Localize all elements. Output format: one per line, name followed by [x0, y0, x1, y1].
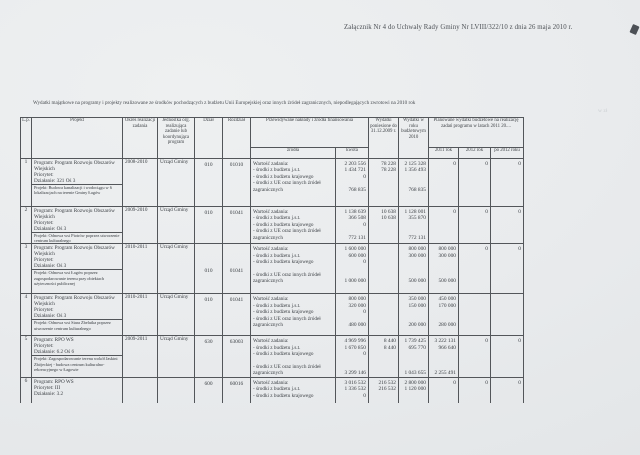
row-number: 1	[21, 159, 32, 207]
po2012-cell	[491, 377, 524, 403]
poniesione-lines: 78 228 78 228	[381, 161, 396, 174]
dzial-value: 600	[204, 380, 213, 387]
rok2011-cell	[429, 159, 459, 207]
poniesione-lines: 216 532 216 532	[378, 379, 396, 393]
program-lines: Program: Program Rozwoju Obszarów Wiejskich Priorytet: Działanie: Oś 3	[34, 295, 115, 320]
rok2010-lines: 1 739 425 695 770 1 043 655	[404, 338, 426, 377]
rok2011-cell	[429, 336, 459, 377]
projekt-description: Projekt: Odnowa wsi Stara Zbelutka poprzez utworzenie centrum kulturalnego	[32, 319, 122, 330]
po2012-lines: 0	[518, 209, 521, 215]
poniesione-cell	[369, 377, 399, 403]
jednostka-value: Urząd Gminy	[160, 207, 189, 213]
rok2012-cell	[459, 294, 491, 336]
okres-value: 2009-2011	[125, 336, 148, 343]
jednostka-cell	[158, 244, 195, 294]
po2012-lines: 0	[518, 246, 521, 253]
rozdzial-value: 01041	[229, 297, 244, 304]
ink-mark	[629, 24, 639, 35]
table-row	[21, 207, 524, 244]
jednostka-value: Urząd Gminy	[160, 244, 189, 251]
table-row	[21, 159, 524, 207]
jednostka-value	[158, 378, 194, 381]
table-row	[21, 244, 524, 294]
okres-value: 2009-2010	[125, 207, 148, 213]
zrodla-cell	[251, 294, 336, 336]
rozdzial-cell	[223, 336, 251, 377]
rozdzial-cell	[223, 207, 251, 244]
zrodla-cell	[251, 244, 336, 294]
rok2011-lines: 0	[453, 161, 456, 167]
jednostka-cell	[158, 207, 195, 244]
rok2011-cell	[429, 207, 459, 244]
po2012-cell	[491, 336, 524, 377]
rozdzial-value: 63003	[229, 339, 244, 346]
attachment-note: Załącznik Nr 4 do Uchwały Rady Gminy Nr LVIII/322/10 z dnia 26 maja 2010 r.	[344, 24, 573, 31]
rozdzial-value: 60016	[229, 380, 244, 387]
kwota-cell	[336, 159, 369, 207]
rok2012-cell	[459, 207, 491, 244]
rok2010-lines: 350 000 150 000 200 000	[408, 296, 426, 328]
rok2011-lines: 800 000 300 000 500 000	[438, 246, 456, 285]
rok2012-lines: 0	[485, 246, 488, 253]
rok2012-cell	[459, 377, 491, 403]
okres-cell	[123, 377, 158, 403]
po2012-cell	[491, 244, 524, 294]
po2012-lines: 0	[518, 379, 521, 386]
header-budzetowy: Wydatki w roku budżetowym 2010	[399, 118, 429, 159]
rok2012-cell	[459, 159, 491, 207]
rok2012-cell	[459, 244, 491, 294]
jednostka-value: Urząd Gminy	[160, 159, 189, 165]
zrodla-lines: Wartość zadania: - środki z budżetu j.s.t. - środki z budżetu krajowego - środki z UE oraz innych źródeł zagranicznych	[253, 246, 321, 285]
rok2010-cell	[399, 244, 429, 294]
zrodla-lines: Wartość zadania: - środki z budżetu j.s.t. - środki z budżetu krajowego	[253, 379, 314, 399]
dzial-value: 010	[204, 210, 213, 216]
po2012-lines: 0	[518, 338, 521, 345]
rok2012-lines	[459, 294, 490, 296]
row-number: 4	[21, 294, 32, 336]
rok2010-lines: 2 800 000 1 120 000	[404, 379, 426, 393]
zrodla-cell	[251, 159, 336, 207]
table-header	[21, 118, 524, 159]
zrodla-lines: Wartość zadania: - środki z budżetu j.s.t. - środki z budżetu krajowego - środki z UE oraz innych źródeł zagranicznych	[253, 338, 321, 377]
rozdzial-value: 01041	[229, 210, 244, 216]
expenditure-table	[20, 117, 524, 403]
poniesione-lines	[369, 244, 398, 246]
table-row	[21, 294, 524, 336]
header-jednostka: Jednostka org. realizująca zadanie lub koordynująca program	[158, 118, 195, 159]
rok2011-cell	[429, 244, 459, 294]
dzial-cell	[195, 207, 223, 244]
rozdzial-cell	[223, 244, 251, 294]
kwota-lines: 1 600 000 600 000 0 1 000 000	[344, 246, 366, 285]
header-po2012: po 2012 roku	[491, 148, 524, 159]
zrodla-lines: Wartość zadania: - środki z budżetu j.s.t. - środki z budżetu krajowego - środki z UE oraz innych źródeł zagranicznych	[253, 209, 321, 241]
po2012-cell	[491, 159, 524, 207]
okres-cell	[123, 244, 158, 294]
table-row	[21, 377, 524, 403]
row-number: 3	[21, 244, 32, 294]
zrodla-cell	[251, 336, 336, 377]
okres-cell	[123, 159, 158, 207]
dzial-value: 010	[204, 162, 213, 168]
document-title: Wydatki majątkowe na programy i projekty realizowane ze środków pochodzących z budżetu Unii Europejskiej oraz innych źródeł zagranicznych, niepodlegających zwrotowi na 2010 rok	[33, 100, 416, 106]
okres-value: 2010-2011	[125, 244, 148, 251]
rok2012-lines: 0	[485, 161, 488, 167]
header-rok2012: 2012 rok	[459, 148, 491, 159]
rozdzial-cell	[223, 159, 251, 207]
okres-cell	[123, 336, 158, 377]
rok2011-lines: 0	[453, 209, 456, 215]
rozdzial-cell	[223, 294, 251, 336]
projekt-cell	[32, 294, 123, 336]
kwota-lines: 4 969 996 1 670 850 0 3 299 146	[344, 338, 366, 377]
rozdzial-cell	[223, 377, 251, 403]
currency-note: w zł	[598, 108, 608, 114]
jednostka-value: Urząd Gminy	[160, 336, 189, 343]
dzial-cell	[195, 294, 223, 336]
rok2011-lines: 3 222 131 966 640 2 255 491	[434, 338, 456, 377]
zrodla-cell	[251, 207, 336, 244]
rok2012-cell	[459, 336, 491, 377]
projekt-cell	[32, 159, 123, 207]
header-poniesione: Wydatki poniesione do 31.12.2009 r.	[369, 118, 399, 159]
header-projekt: Projekt	[32, 118, 123, 159]
kwota-cell	[336, 377, 369, 403]
kwota-cell	[336, 336, 369, 377]
row-number: 5	[21, 336, 32, 377]
dzial-value: 630	[204, 339, 213, 346]
row-number: 2	[21, 207, 32, 244]
program-lines: Program: Program Rozwoju Obszarów Wiejskich Priorytet: Działanie: Oś 3	[34, 208, 115, 232]
rok2010-lines: 2 125 328 1 356 493 768 835	[404, 161, 426, 193]
kwota-lines: 1 138 639 366 508 0 772 131	[344, 209, 366, 241]
program-lines: Program: Program Rozwoju Obszarów Wiejskich Priorytet: Działanie: 321 Oś 3	[34, 160, 115, 184]
okres-cell	[123, 294, 158, 336]
kwota-lines: 2 203 556 1 434 721 0 768 835	[344, 161, 366, 193]
rok2012-lines: 0	[485, 379, 488, 386]
po2012-cell	[491, 294, 524, 336]
rok2011-cell	[429, 377, 459, 403]
rozdzial-value: 01010	[229, 162, 244, 168]
projekt-cell	[32, 244, 123, 294]
projekt-description: Projekt: Odnowa wsi Piotrów poprzez utworzenie centrum kulturalnego	[32, 232, 122, 243]
kwota-cell	[336, 294, 369, 336]
header-lp: L.p.	[21, 118, 32, 159]
row-number: 6	[21, 377, 32, 403]
projekt-cell	[32, 377, 123, 403]
poniesione-cell	[369, 244, 399, 294]
header-zrodla: źródła	[251, 148, 336, 159]
rok2010-cell	[399, 377, 429, 403]
dzial-value: 010	[204, 297, 213, 304]
zrodla-lines: Wartość zadania: - środki z budżetu j.s.t. - środki z budżetu krajowego - środki z UE oraz innych źródeł zagranicznych	[253, 161, 321, 193]
jednostka-cell	[158, 377, 195, 403]
header-rok2011: 2011 rok	[429, 148, 459, 159]
rok2010-cell	[399, 294, 429, 336]
rok2010-cell	[399, 336, 429, 377]
rozdzial-value: 01041	[229, 268, 244, 275]
projekt-cell	[32, 336, 123, 377]
projekt-description: Projekt: Zagospodarowanie terenu wokół Jaskini Zbójeckiej - budowa centrum kulturalno- rekreacyjnego w Łagowie	[32, 355, 122, 372]
header-dzial: Dział	[195, 118, 223, 159]
rok2011-lines: 0	[453, 379, 456, 386]
dzial-cell	[195, 377, 223, 403]
poniesione-cell	[369, 159, 399, 207]
kwota-lines: 800 000 320 000 0 480 000	[348, 296, 366, 328]
poniesione-lines	[369, 294, 398, 296]
zrodla-cell	[251, 377, 336, 403]
rok2010-cell	[399, 159, 429, 207]
dzial-cell	[195, 336, 223, 377]
poniesione-lines: 8 440 8 440	[383, 338, 396, 351]
header-planowane: Planowane wydatki budżetowe na realizację zadań programu w latach 2011 20....	[429, 118, 524, 148]
program-lines: Program: Program Rozwoju Obszarów Wiejskich Priorytet: Działanie: Oś 3	[34, 245, 115, 270]
projekt-description: Projekt: Budowa kanalizacji i wodociągu w 6 lokalizacjach na terenie Gminy Łagów	[32, 184, 122, 195]
okres-value: 2008-2010	[125, 159, 148, 165]
kwota-lines: 3 016 532 1 336 532 0	[344, 379, 366, 399]
kwota-cell	[336, 207, 369, 244]
zrodla-lines: Wartość zadania: - środki z budżetu j.s.t. - środki z budżetu krajowego - środki z UE oraz innych źródeł zagranicznych	[253, 296, 321, 328]
dzial-cell	[195, 244, 223, 294]
jednostka-cell	[158, 294, 195, 336]
header-naklady: Przewidywane nakłady i źródła finansowania	[251, 118, 369, 148]
rok2012-lines: 0	[485, 338, 488, 345]
okres-value: 2010-2011	[125, 294, 148, 301]
okres-cell	[123, 207, 158, 244]
program-lines: Program: RPO WŚ Priorytet: III Działanie: 3.2	[34, 378, 74, 397]
rok2012-lines: 0	[485, 209, 488, 215]
header-rozdzial: Rozdział	[223, 118, 251, 159]
po2012-lines	[491, 294, 523, 296]
dzial-cell	[195, 159, 223, 207]
jednostka-cell	[158, 159, 195, 207]
dzial-value: 010	[204, 268, 213, 275]
rok2011-cell	[429, 294, 459, 336]
rok2011-lines: 450 000 170 000 280 000	[438, 296, 456, 328]
poniesione-cell	[369, 294, 399, 336]
projekt-cell	[32, 207, 123, 244]
rok2010-cell	[399, 207, 429, 244]
jednostka-cell	[158, 336, 195, 377]
rok2010-lines: 800 000 300 000 500 000	[408, 246, 426, 285]
po2012-cell	[491, 207, 524, 244]
table-row	[21, 336, 524, 377]
poniesione-cell	[369, 207, 399, 244]
poniesione-cell	[369, 336, 399, 377]
program-lines: Program: RPO WŚ Priorytet: Działanie: 6.2 Oś 6	[34, 337, 75, 356]
po2012-lines: 0	[518, 161, 521, 167]
poniesione-lines: 10 638 10 638	[381, 209, 396, 222]
rok2010-lines: 1 128 001 355 870 772 131	[404, 209, 426, 241]
header-okres: Okres realizacji zadania	[123, 118, 158, 159]
jednostka-value: Urząd Gminy	[160, 294, 189, 301]
okres-value	[123, 378, 157, 381]
header-kwota: kwota	[336, 148, 369, 159]
projekt-description: Projekt: Odnowa wsi Łagów poprzez zagospodarowanie terenu przy obiektach użyteczności publicznej	[32, 269, 122, 286]
kwota-cell	[336, 244, 369, 294]
